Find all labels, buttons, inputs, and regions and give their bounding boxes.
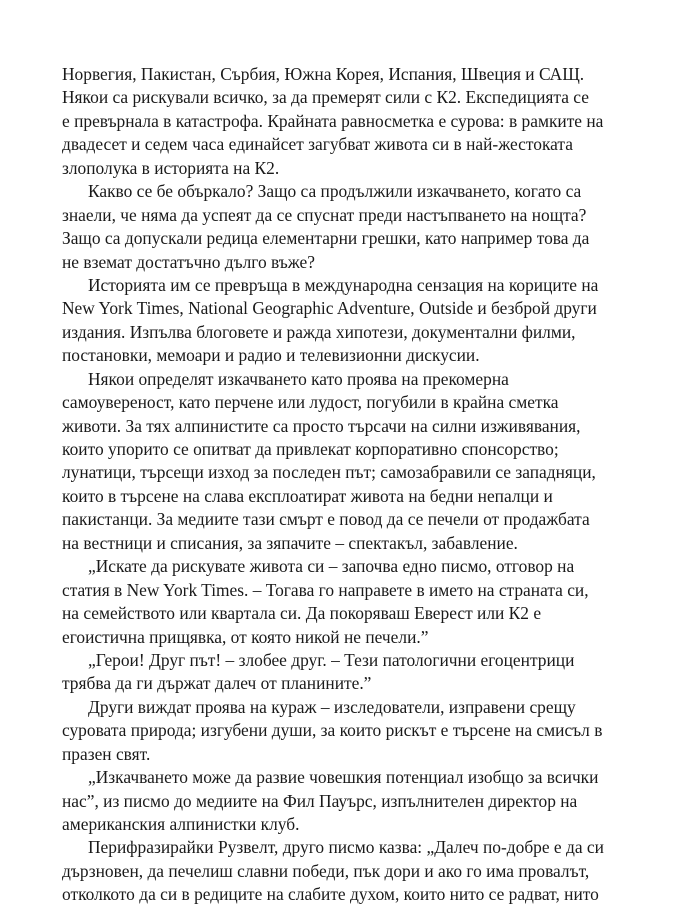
paragraph-first-line: „Изкачването може да развие човешкия потенциал изобщо за всички (88, 767, 599, 788)
text-line: отколкото да си в редиците на слабите духом, които нито се радват, нито (62, 884, 599, 905)
text-line: постановки, мемоари и радио и телевизионни дискусии. (62, 345, 480, 366)
text-line: на вестници и списания, за зяпачите – спектакъл, забавление. (62, 532, 518, 553)
text-line: на семейството или квартала си. Да покоряваш Еверест или К2 е (62, 603, 542, 624)
text-line: самоувереност, като перчене или лудост, погубили в крайна сметка (62, 392, 559, 413)
text-line: нас”, из писмо до медиите на Фил Пауърс, изпълнителен директор на (62, 790, 578, 811)
text-line: Норвегия, Пакистан, Сърбия, Южна Корея, Испания, Швеция и САЩ. (62, 64, 585, 84)
text-line: егоистична прищявка, от която никой не печели.” (62, 626, 429, 647)
paragraph-first-line: Перифразирайки Рузвелт, друго писмо казва: „Далеч по-добре е да си (88, 837, 604, 858)
text-line: статия в New York Times. – Тогава го направете в името на страната си, (62, 579, 589, 600)
paragraph-first-line: „Герои! Друг път! – злобее друг. – Тези патологични егоцентрици (88, 649, 575, 670)
text-line: New York Times, National Geographic Adventure, Outside и безброй други (62, 298, 597, 319)
text-line: които в търсене на слава експлоатират живота на бедни непалци и (62, 485, 553, 506)
text-line: не вземат достатъчно дълго въже? (62, 251, 315, 272)
text-line: празен свят. (62, 743, 151, 764)
text-line: издания. Изпълва блоговете и ражда хипотези, документални филми, (62, 321, 576, 342)
text-line: суровата природа; изгубени души, за които рискът е търсене на смисъл в (62, 720, 603, 741)
text-line: пакистанци. За медиите тази смърт е повод да се печели от продажбата (62, 509, 590, 530)
body-text (62, 63, 642, 907)
paragraph-first-line: Историята им се превръща в международна сензация на кориците на (88, 274, 599, 295)
text-line: трябва да ги държат далеч от планините.” (62, 673, 372, 694)
text-line: животи. За тях алпинистите са просто търсачи на силни изживявания, (62, 415, 581, 436)
text-line: знаели, че няма да успеят да се спуснат преди настъпването на нощта? (62, 204, 587, 225)
text-line: дързновен, да печелиш славни победи, пък дори и ако го има провалът, (62, 860, 590, 881)
text-line: двадесет и седем часа единайсет загубват живота си в най-жестоката (62, 134, 573, 155)
text-line: които упорито се опитват да привлекат корпоративно спонсорство; (62, 439, 559, 459)
paragraph-first-line: Други виждат проява на кураж – изследователи, изправени срещу (88, 696, 576, 717)
text-line: злополука в историята на К2. (62, 157, 280, 178)
text-line: американския алпинистки клуб. (62, 814, 300, 834)
paragraph-first-line: Някои определят изкачването като проява на прекомерна (88, 368, 509, 389)
text-line: лунатици, търсещи изход за последен път; самозабравили се западняци, (62, 462, 596, 483)
paragraph-first-line: „Искате да рискувате живота си – започва едно писмо, отговор на (88, 556, 575, 577)
text-line: е превърнала в катастрофа. Крайната равносметка е сурова: в рамките на (62, 110, 604, 131)
text-line: Защо са допускали редица елементарни грешки, като например това да (62, 228, 590, 249)
text-line: Някои са рискували всичко, за да премерят сили с К2. Експедицията се (62, 87, 589, 108)
paragraph-first-line: Какво се бе объркало? Защо са продължили изкачването, когато са (88, 181, 582, 202)
